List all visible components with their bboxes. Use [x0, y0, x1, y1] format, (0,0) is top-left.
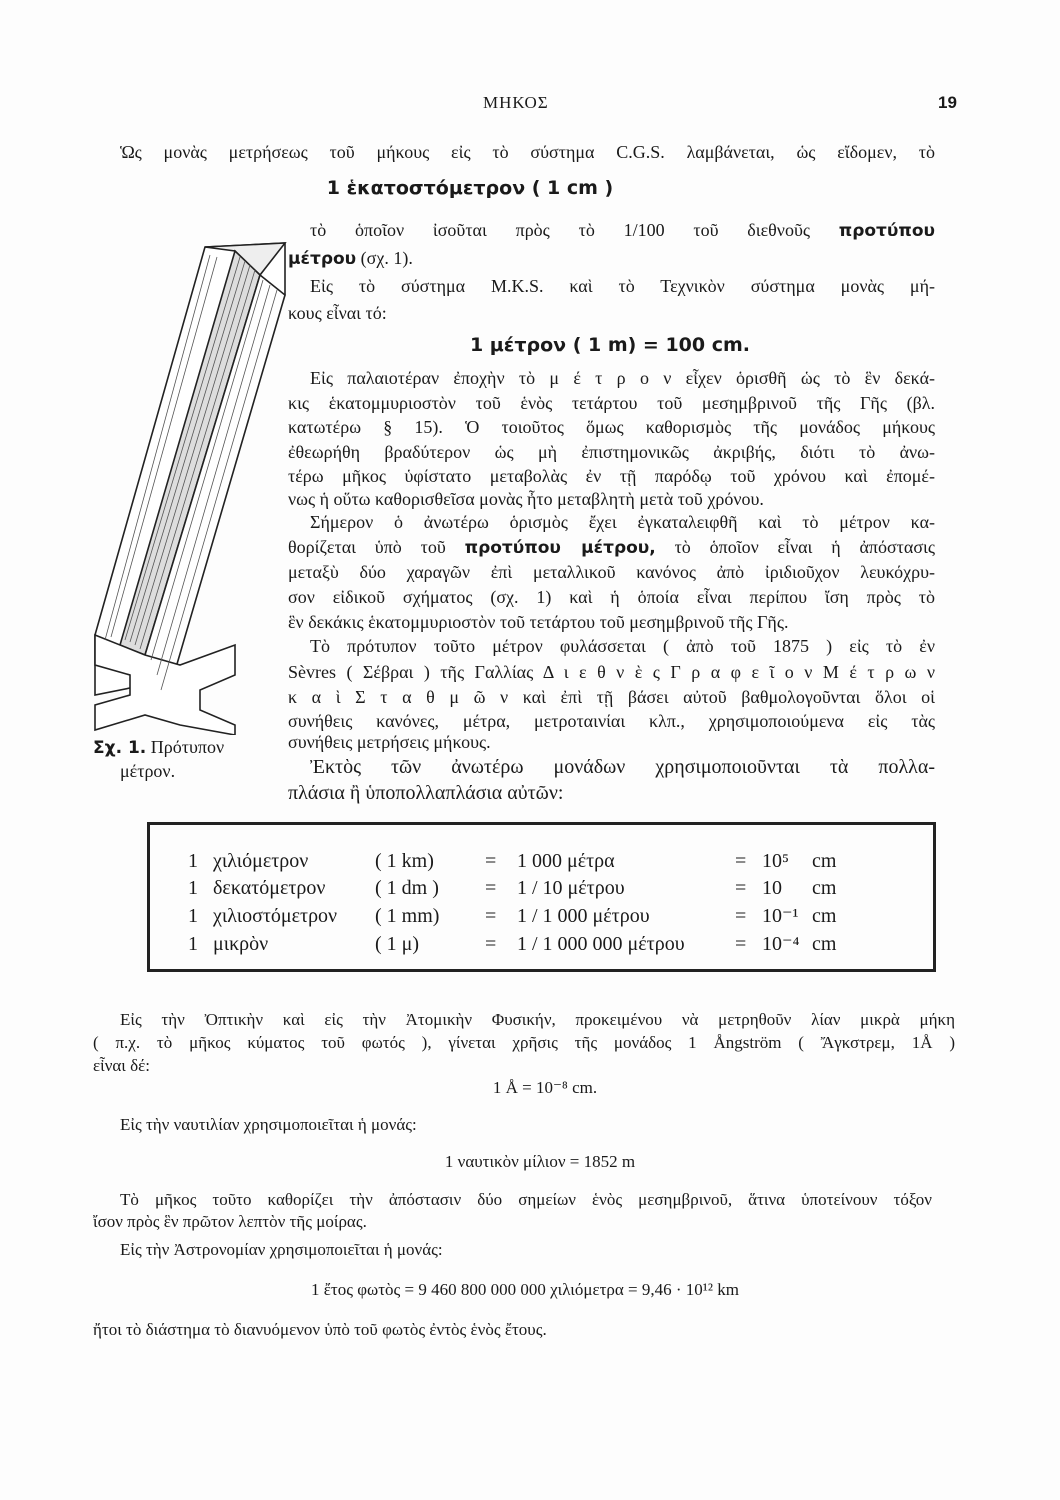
history-line: κις ἑκατομμυριοστὸν τοῦ ἑνὸς τετάρτου τοῦ μεσημβρινοῦ τῆς Γῆς (βλ.: [288, 393, 935, 413]
row-eq2: =: [735, 877, 747, 899]
row-name: μικρὸν: [213, 933, 269, 955]
angstrom-equation: 1 Å = 10⁻⁸ cm.: [492, 1078, 598, 1097]
row-name: χιλιοστόμετρον: [213, 905, 338, 927]
row-name: δεκατόμετρον: [213, 877, 326, 899]
row-value: 1 / 10 μέτρου: [517, 877, 625, 899]
multiples-line: Ἐκτὸς τῶν ἀνωτέρω μονάδων χρησιμοποιοῦνται τὰ πολλα-: [310, 756, 935, 778]
row-eq: =: [485, 933, 497, 955]
row-unit: cm: [812, 933, 837, 955]
bold-term: προτύπου: [838, 221, 935, 241]
row-power: 10⁵: [762, 850, 789, 872]
row-abbr: ( 1 dm ): [375, 877, 439, 899]
intro-line: Εἰς τὸ σύστημα M.K.S. καὶ τὸ Τεχνικὸν σύστημα μονὰς μή-: [310, 276, 935, 296]
row-power: 10⁻¹: [762, 905, 799, 927]
sevres-line: συνήθεις μετρήσεις μήκους.: [288, 732, 491, 752]
optics-line: ( π.χ. τὸ μῆκος κύματος τοῦ φωτός ), γίνεται χρῆσις τῆς μονάδος 1 Ångström ( Ἄγκστρεμ, 1Å ): [93, 1033, 955, 1052]
today-line: μεταξὺ δύο χαραγῶν ἐπὶ μεταλλικοῦ κανόνος ἀπὸ ἰριδιοῦχον λευκόχρυ-: [288, 562, 935, 582]
unit-cm-heading: 1 ἑκατοστόμετρον ( 1 cm ): [326, 177, 614, 199]
nautical-equation: 1 ναυτικὸν μίλιον = 1852 m: [444, 1152, 636, 1171]
optics-line: Εἰς τὴν Ὀπτικὴν καὶ εἰς τὴν Ἀτομικὴν Φυσικήν, προκειμένου νὰ μετρηθοῦν λίαν μικρὰ μήκη: [120, 1010, 955, 1029]
intro-line: κους εἶναι τό:: [288, 303, 387, 323]
row-unit: cm: [812, 905, 837, 927]
running-header: ΜΗΚΟΣ: [483, 93, 549, 112]
astronomy-line: Εἰς τὴν Ἀστρονομίαν χρησιμοποιεῖται ἡ μονάς:: [120, 1240, 443, 1259]
sevres-line: κ α ὶ Σ τ α θ μ ῶ ν καὶ ἐπὶ τῇ βάσει αὐτοῦ βαθμολογοῦνται ὅλοι οἱ: [288, 687, 935, 707]
row-abbr: ( 1 μ): [375, 933, 420, 955]
figure-label: Σχ. 1.: [93, 738, 147, 758]
lightyear-equation: 1 ἔτος φωτὸς = 9 460 800 000 000 χιλιόμετρα = 9,46 · 10¹² km: [311, 1280, 739, 1299]
today-line: ἓν δεκάκις ἑκατομμυριοστὸν τοῦ τετάρτου τοῦ μεσημβρινοῦ τῆς Γῆς.: [288, 612, 789, 632]
row-eq2: =: [735, 933, 747, 955]
today-text: θορίζεται ὑπὸ τοῦ: [288, 537, 446, 557]
bold-term: μέτρου: [288, 249, 357, 269]
figure-caption-text: Πρότυπον: [150, 737, 225, 757]
row-eq2: =: [735, 905, 747, 927]
history-line: Εἰς παλαιοτέραν ἐποχὴν τὸ μ έ τ ρ ο ν εἶχεν ὁρισθῆ ὡς τὸ ἓν δεκά-: [310, 368, 935, 388]
unit-m-equation: 1 μέτρον ( 1 m) = 100 cm.: [469, 334, 751, 356]
row-eq: =: [485, 877, 497, 899]
intro-text: (σχ. 1).: [356, 248, 413, 268]
history-line: ἐθεωρήθη βραδύτερον ὡς μὴ ἐπιστημονικῶς ἀκριβής, διότι τὸ ἀνω-: [288, 442, 935, 462]
nautical-line: Τὸ μῆκος τοῦτο καθορίζει τὴν ἀπόστασιν δύο σημείων ἑνὸς μεσημβρινοῦ, ἅτινα ὑποτείνουν τόξον: [120, 1190, 932, 1209]
sevres-line: συνήθεις κανόνες, μέτρα, μετροταινίαι κλπ., χρησιμοποιούμενα εἰς τὰς: [288, 711, 935, 731]
sevres-line: Τὸ πρότυπον τοῦτο μέτρον φυλάσσεται ( ἀπὸ τοῦ 1875 ) εἰς τὸ ἐν: [310, 636, 935, 656]
row-eq2: =: [735, 850, 747, 872]
row-name: χιλιόμετρον: [213, 850, 309, 872]
row-abbr: ( 1 mm): [375, 905, 440, 927]
intro-line: [310, 219, 935, 241]
row-power: 10⁻⁴: [762, 933, 800, 955]
sevres-line: Sèvres ( Σέβραι ) τῆς Γαλλίας Δ ι ε θ ν ὲ ς Γ ρ α φ ε ῖ ο ν Μ έ τ ρ ω ν: [288, 662, 935, 682]
multiples-line: πλάσια ἢ ὑποπολλαπλάσια αὐτῶν:: [288, 782, 564, 804]
row-unit: cm: [812, 850, 837, 872]
row-value: 1 000 μέτρα: [517, 850, 615, 872]
intro-line: Ὡς μονὰς μετρήσεως τοῦ μήκους εἰς τὸ σύστημα C.G.S. λαμβάνεται, ὡς εἴδομεν, τὸ: [120, 142, 935, 162]
row-eq: =: [485, 850, 497, 872]
row-power: 10: [762, 877, 782, 899]
standard-meter-bar-figure: [85, 235, 290, 735]
today-line: Σήμερον ὁ ἀνωτέρω ὁρισμὸς ἔχει ἐγκαταλειφθῆ καὶ τὸ μέτρον κα-: [310, 512, 935, 532]
nautical-line: ἴσον πρὸς ἓν πρῶτον λεπτὸν τῆς μοίρας.: [93, 1212, 367, 1231]
optics-line: εἶναι δέ:: [93, 1056, 151, 1075]
today-text: τὸ ὁποῖον εἶναι ἡ ἀπόστασις: [674, 537, 936, 557]
row-value: 1 / 1 000 000 μέτρου: [517, 933, 685, 955]
page-number: 19: [938, 93, 957, 112]
today-line: σον εἰδικοῦ σχήματος (σχ. 1) καὶ ἡ ὁποία εἶναι περίπου ἴση πρὸς τὸ: [288, 587, 935, 607]
history-line: νως ἡ οὕτω καθορισθεῖσα μονὰς ἦτο μεταβλητὴ μετὰ τοῦ χρόνου.: [288, 489, 764, 509]
row-value: 1 / 1 000 μέτρου: [517, 905, 650, 927]
row-abbr: ( 1 km): [375, 850, 434, 872]
history-line: τέρω μῆκος ὑφίστατο μεταβολὰς ἐν τῇ παρόδῳ τοῦ χρόνου καὶ ἐπομέ-: [288, 466, 935, 486]
row-count: 1: [188, 905, 198, 927]
bold-term: προτύπου μέτρου,: [464, 538, 656, 558]
figure-caption: [93, 736, 293, 758]
row-count: 1: [188, 933, 198, 955]
intro-line: [288, 247, 588, 269]
astronomy-line: ἤτοι τὸ διάστημα τὸ διανυόμενον ὑπὸ τοῦ φωτὸς ἐντὸς ἑνὸς ἔτους.: [93, 1320, 547, 1339]
today-line: [288, 536, 935, 558]
intro-text: τὸ ὁποῖον ἰσοῦται πρὸς τὸ 1/100 τοῦ διεθνοῦς: [310, 220, 810, 240]
row-count: 1: [188, 877, 198, 899]
row-eq: =: [485, 905, 497, 927]
figure-caption-line2: μέτρον.: [120, 761, 176, 781]
row-count: 1: [188, 850, 198, 872]
row-unit: cm: [812, 877, 837, 899]
nautical-line: Εἰς τὴν ναυτιλίαν χρησιμοποιεῖται ἡ μονάς:: [120, 1115, 417, 1134]
history-line: κατωτέρω § 15). Ὁ τοιοῦτος ὅμως καθορισμὸς τῆς μονάδος μήκους: [288, 417, 935, 437]
